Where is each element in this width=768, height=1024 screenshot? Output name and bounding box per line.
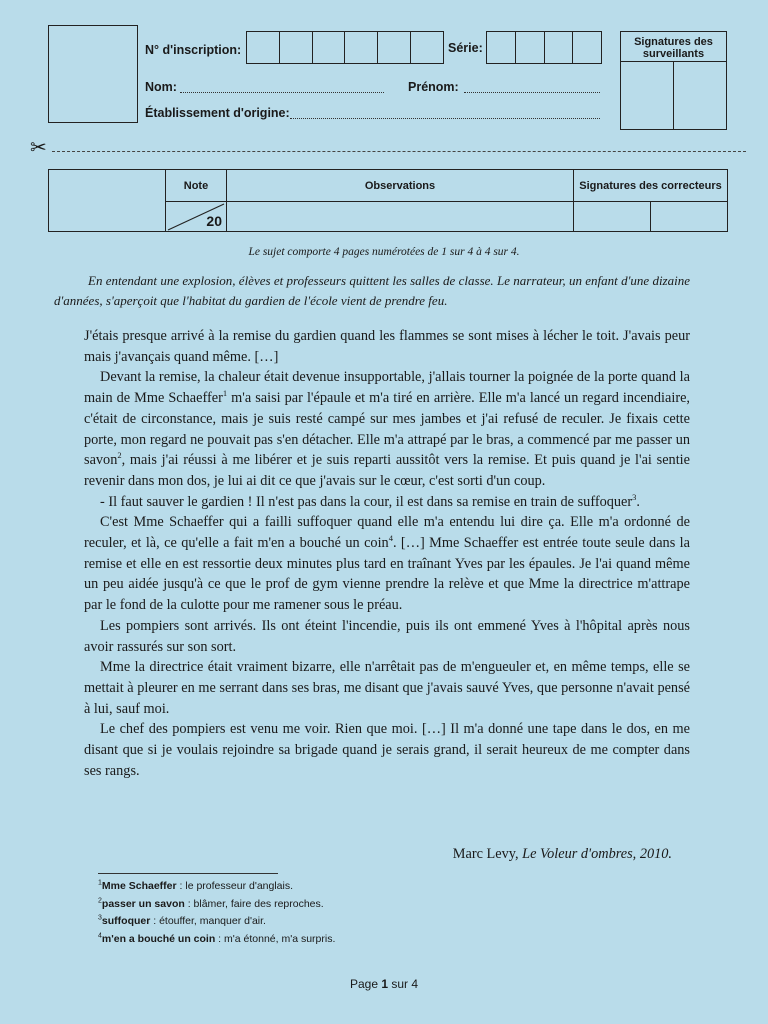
paragraph-2: Devant la remise, la chaleur était devenue insupportable, j'allais tourner la poignée de la porte quand la main de Mme Schaeffer$^1$ m'a saisi par l'épaule et m'a tiré en arrière. Elle m'a lancé un regard incendiaire, c'était de circonstance, mais je suis resté campé sur mes jambes et j'ai refusé de reculer. Je fixais cette porte, mon regard ne pouvait pas s'en détacher. Elle m'a attrapé par le bras, a commencé par me passer un savon$^2$, mais j'ai réussi à me libérer et je suis reparti aussitôt vers la remise. Et puis quand je l'ai sentie revenir dans mon dos, je lui ai dit ce que j'avais sur le cœur, c'est sorti d'un coup. (84, 369, 690, 489)
footnotes (98, 878, 335, 948)
correcteurs-header: Signatures des correcteurs (574, 170, 728, 202)
footnote-rule (98, 873, 278, 874)
paragraph-4: C'est Mme Schaeffer qui a failli suffoquer quand elle m'a entendu lui dire ça. Elle m'a ordonné de reculer, et là, ce qu'elle a fait m'en a bouché un coin$^4$. […] Mme Schaeffer est entrée toute seule dans la remise et elle en est ressortie deux minutes plus tard en traînant Yves par les épaules. Je l'ai quand même un peu aidée jusqu'à ce que le prof de gym vienne prendre la relève et que Mme la directrice m'attrape par le fond de la culotte pour me ramener sous le préau. (84, 514, 690, 614)
footnote-ref-1[interactable]: 1 (222, 388, 228, 399)
intro-paragraph: En entendant une explosion, élèves et professeurs quittent les salles de classe. Le narrateur, un enfant d'une dizaine d'années, s'aperçoit que l'habitat du gardien de l'école vient de prendre feu. (54, 273, 690, 308)
serie-field[interactable] (486, 31, 602, 64)
cut-line (52, 151, 746, 152)
footnote-ref-3[interactable]: 3 (632, 491, 637, 502)
footnote-item: $^2$passer un savon : blâmer, faire des reproches. (98, 897, 324, 910)
surveillant-signature-2[interactable] (674, 62, 726, 129)
etablissement-field[interactable] (290, 118, 600, 119)
score-cell[interactable] (166, 202, 227, 232)
source-citation (453, 846, 672, 863)
work-title: Le Voleur d'ombres, 2010. (522, 846, 672, 862)
max-score: 20 (206, 213, 222, 229)
footnote-ref-2[interactable]: 2 (117, 450, 122, 461)
prenom-label: Prénom: (408, 80, 459, 94)
paragraph-6: Mme la directrice était vraiment bizarre, elle n'arrêtait pas de m'engueuler et, en même temps, elle se mettait à pleurer en me serrant dans ses bras, me disant que j'avais sauvé Yves, que personne n'avait pensé à lui, sauf moi. (84, 659, 690, 717)
footnote-item: $^3$suffoquer : étouffer, manquer d'air. (98, 914, 266, 927)
correcteur-signature-1[interactable] (574, 202, 651, 232)
footnote-item: $^4$m'en a bouché un coin : m'a étonné, m'a surpris. (98, 932, 336, 945)
paragraph-5: Les pompiers sont arrivés. Ils ont éteint l'incendie, puis ils ont emmené Yves à l'hôpital après nous avoir rassurés sur son sort. (84, 617, 690, 655)
paragraph-1: J'étais presque arrivé à la remise du gardien quand les flammes se sont mises à lécher le toit. J'avais peur mais j'avançais quand même. […] (84, 328, 690, 365)
inscription-label: N° d'inscription: (145, 43, 242, 57)
nom-label: Nom: (145, 80, 177, 94)
footnote-ref-4[interactable]: 4 (388, 533, 393, 544)
observations-header: Observations (227, 170, 574, 202)
grading-blank-cell (49, 170, 166, 232)
grading-table (48, 169, 728, 232)
nom-field[interactable] (180, 92, 384, 93)
inscription-number-field[interactable] (246, 31, 444, 64)
note-header: Note (166, 170, 227, 202)
observations-cell[interactable] (227, 202, 574, 232)
footnote-item: $^1$Mme Schaeffer : le professeur d'anglais. (98, 879, 294, 892)
pages-notice: Le sujet comporte 4 pages numérotées de 1 sur 4 à 4 sur 4. (248, 246, 520, 258)
etablissement-label: Établissement d'origine: (145, 106, 290, 120)
scissors-icon: ✂ (30, 137, 47, 159)
photo-box (48, 25, 138, 123)
correcteur-signature-2[interactable] (650, 202, 727, 232)
surveillants-signature-box (620, 31, 727, 130)
author-name: Marc Levy, (452, 846, 523, 862)
paragraph-3: - Il faut sauver le gardien ! Il n'est pas dans la cour, il est dans sa remise en train de suffoquer$^3$. (100, 491, 640, 510)
surveillants-label: Signatures des surveillants (621, 32, 726, 62)
prenom-field[interactable] (464, 92, 600, 93)
page-number: Page 1 sur 4 (349, 977, 419, 991)
paragraph-7: Le chef des pompiers est venu me voir. Rien que moi. […] Il m'a donné une tape dans le dos, en me disant que si je voulais rejoindre sa brigade quand je serais grand, il serait heureux de me compter dans ses rangs. (84, 721, 690, 779)
serie-label: Série: (448, 41, 483, 55)
surveillant-signature-1[interactable] (621, 62, 674, 129)
main-text (84, 326, 690, 781)
vertical-divider (137, 66, 138, 123)
